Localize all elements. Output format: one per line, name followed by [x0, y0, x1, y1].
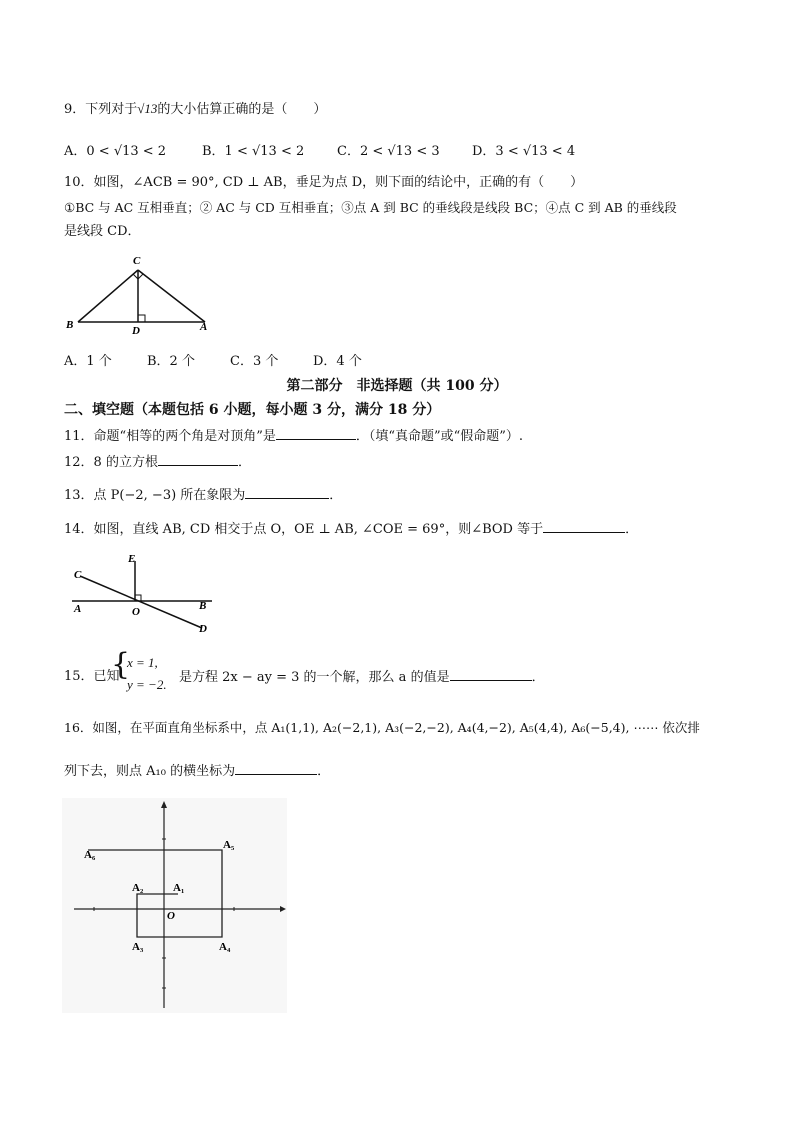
q16-label-a2: A₂: [132, 882, 144, 894]
q11-answer-blank: [276, 427, 356, 440]
q10-label-d: D: [132, 325, 140, 337]
q9-stem: [64, 100, 326, 119]
q16-label-a3: A₃: [132, 941, 144, 953]
part2-title: 第二部分 非选择题（共 100 分）: [286, 378, 508, 394]
q10-triangle-figure: [60, 252, 220, 342]
q16-coordinate-figure: [62, 798, 287, 1013]
q12: [64, 453, 251, 472]
q15-pre: 15．已知: [64, 669, 120, 684]
q12-post: ．: [237, 455, 251, 470]
q14-answer-blank: [543, 520, 625, 533]
q15-brace: {: [111, 647, 131, 682]
q14-label-a: A: [74, 603, 82, 615]
q16-label-a6: A₆: [84, 849, 96, 861]
q10-statements-tail: 是线段 CD．: [64, 224, 141, 239]
q14-post: ．: [625, 522, 639, 537]
q11: [64, 427, 523, 446]
q14-label-b: B: [199, 600, 207, 612]
q15-rest: [179, 668, 545, 687]
q14-label-d: D: [199, 623, 207, 635]
q15-answer-blank: [450, 668, 532, 681]
q12-answer-blank: [158, 453, 238, 466]
q9-option-b: B．1 < √13 < 2: [202, 144, 305, 159]
q16-label-origin: O: [167, 910, 175, 922]
q9-stem-text: 9．下列对于: [64, 102, 138, 117]
q10-stem: 10．如图，∠ACB = 90°, CD ⊥ AB，垂足为点 D，则下面的结论中，正确的有（ ）: [64, 175, 584, 190]
q14-label-c: C: [74, 569, 82, 581]
q9-option-c: C．2 < √13 < 3: [337, 144, 440, 159]
q15-equation-1: x = 1,: [127, 655, 158, 670]
q10-option-b: B．2 个: [147, 354, 195, 369]
q13-post: ．: [329, 488, 343, 503]
q16-text: 列下去，则点 A₁₀ 的横坐标为: [64, 764, 236, 779]
q9-option-a: A．0 < √13 < 2: [64, 144, 167, 159]
q9-option-d: D．3 < √13 < 4: [472, 144, 576, 159]
q13-answer-blank: [245, 486, 329, 499]
q16-label-a4: A₄: [219, 941, 231, 953]
q14-lines-figure: [62, 550, 222, 636]
q9-stem-tail: 的大小估算正确的是（ ）: [157, 102, 327, 117]
q16-label-a5: A₅: [223, 839, 235, 851]
q16-line2: [64, 762, 330, 781]
q14-text: 14．如图，直线 AB, CD 相交于点 O，OE ⊥ AB, ∠COE = 69°，则∠BOD 等于: [64, 522, 544, 537]
q10-option-c: C．3 个: [230, 354, 279, 369]
q11-post: ．（填“真命题”或“假命题”）.: [355, 429, 524, 444]
part2-section-heading: 二、填空题（本题包括 6 小题，每小题 3 分，满分 18 分）: [64, 402, 441, 418]
q14-label-o: O: [132, 606, 140, 618]
q10-option-d: D．4 个: [313, 354, 362, 369]
q14: [64, 520, 638, 539]
q10-option-a: A．1 个: [64, 354, 112, 369]
q10-label-a: A: [200, 321, 208, 333]
q9-radical: √13: [137, 101, 158, 116]
q16-answer-blank: [235, 762, 317, 775]
q15-text: 是方程 2x − ay = 3 的一个解，那么 a 的值是: [179, 670, 450, 685]
q14-label-e: E: [128, 553, 136, 565]
q16-post: ．: [317, 764, 331, 779]
q16-label-a1: A₁: [173, 882, 185, 894]
q16-line1: 16．如图，在平面直角坐标系中，点 A₁(1,1), A₂(−2,1), A₃(−2,−2), A₄(4,−2), A₅(4,4), A₆(−5,4), ⋯⋯ 依次排: [64, 720, 700, 735]
q11-text: 11．命题“相等的两个角是对顶角”是: [64, 429, 276, 444]
q10-label-c: C: [133, 255, 141, 267]
q10-statements: ①BC 与 AC 互相垂直；② AC 与 CD 互相垂直；③点 A 到 BC 的垂线段是线段 BC；④点 C 到 AB 的垂线段: [64, 200, 677, 215]
q12-text: 12．8 的立方根: [64, 455, 158, 470]
q15-equation-2: y = −2.: [127, 677, 167, 692]
q13-text: 13．点 P(−2, −3) 所在象限为: [64, 488, 246, 503]
q13: [64, 486, 342, 505]
q10-label-b: B: [66, 319, 74, 331]
q15-post: ．: [531, 670, 545, 685]
